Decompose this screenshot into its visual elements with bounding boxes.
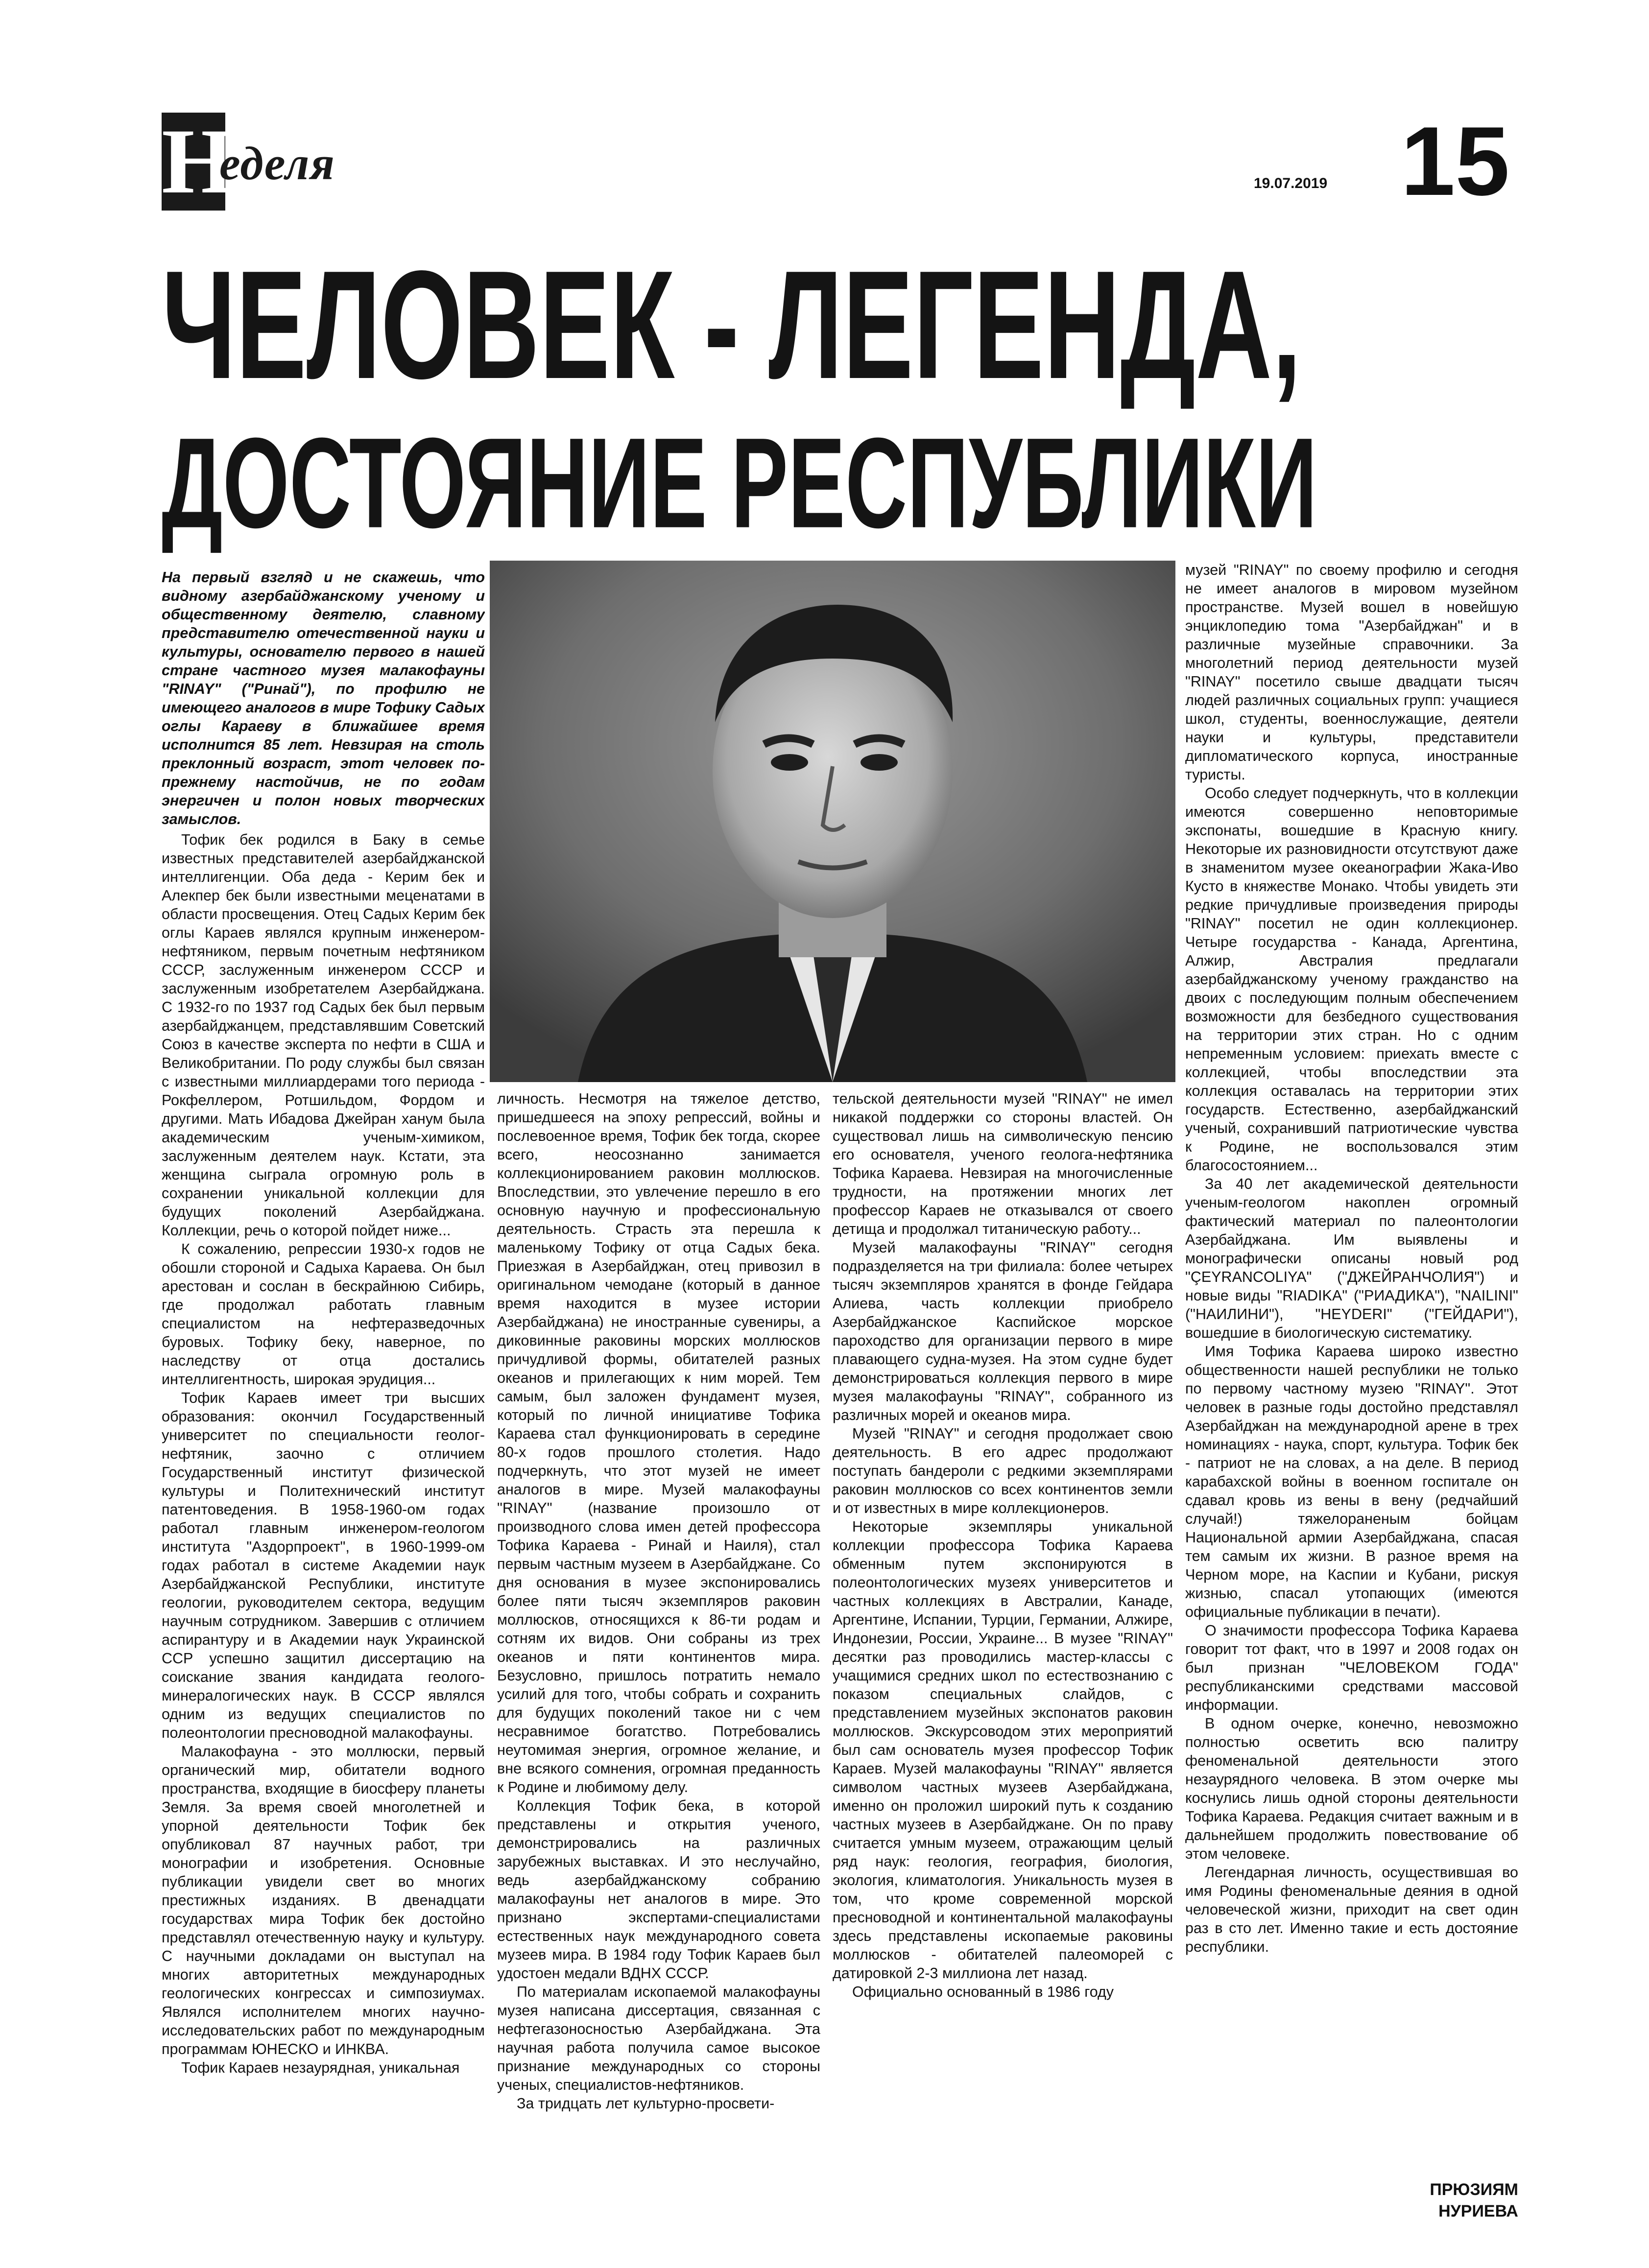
paragraph: музей "RINAY" по своему профилю и сегодня не имеет аналогов в мировом музейном пространстве. Музей вошел в новейшую энциклопедию тома "Азербайджан" и в различные музейные справочники. За многолетний период деятельности музей "RINAY" посетило свыше двадцати тысяч людей различных социальных групп: учащиеся школ, студенты, военнослужащие, деятели науки и культуры, представители дипломатического корпуса, иностранные туристы. — [1185, 562, 1518, 783]
signature-line2: НУРИЕВА — [1438, 2202, 1518, 2221]
masthead-letter: Н — [162, 110, 234, 213]
headline-line1: ЧЕЛОВЕК - ЛЕГЕНДА, — [162, 238, 1302, 411]
paragraph: Музей "RINAY" и сегодня продолжает свою деятельность. В его адрес продолжают поступать бандероли с редкими экземплярами раковин моллюсков со всех континентов земли и от известных в мире коллекционеров. — [833, 1425, 1173, 1516]
paragraph: За 40 лет академической деятельности ученым-геологом накоплен огромный фактический материал по палеонтологии Азербайджана. Им выявлены и монографически описаны новый род "ÇEYRANCOLIYA" ("ДЖЕЙРАНЧОЛИЯ") и новые виды "RIADIKA" ("РИАДИКА"), "NAILINI" ("НАИЛИНИ"), "HEYDERI" ("ГЕЙДАРИ"), вошедшие в биологическую систематику. — [1185, 1176, 1518, 1341]
paragraph: За тридцать лет культурно-просвети- — [517, 2095, 775, 2112]
page-number: 15 — [1401, 107, 1510, 216]
paragraph: Некоторые экземпляры уникальной коллекции профессора Тофика Караева обменным путем экспонируются в полеонтологических музеях университетов и частных коллекциях в Австралии, Канаде, Аргентине, Испании, Турции, Германии, Алжире, Индонезии, России, Украине... В музее "RINAY" десятки раз проводились мастер-классы с учащимися средних школ по естествознанию с показом специальных слайдов, с представлением музейных экспонатов раковин моллюсков. Экскурсоводом этих мероприятий был сам основатель музея профессор Тофик Караев. Музей малакофауны "RINAY" является символом частных музеев Азербайджана, именно он проложил широкий путь к созданию частных музеев в Азербайджане. Он по праву считается умным музеем, отражающим целый ряд наук: геология, география, биология, экология, климатология. Уникальность музея в том, что кроме современной морской пресноводной и континентальной малакофауны здесь представлены ископаемые раковины моллюсков - обитателей палеоморей с датировкой 2-3 миллиона лет назад. — [833, 1518, 1173, 1982]
portrait-illustration — [490, 561, 1175, 1082]
paragraph: Легендарная личность, осуществившая во имя Родины феноменальные деяния в одной человеческой жизни, приходит на свет один раз в сто лет. Именно такие и есть достояние республики. — [1185, 1864, 1518, 1955]
author-signature — [1362, 2179, 1518, 2222]
paragraph: О значимости профессора Тофика Караева говорит тот факт, что в 1997 и 2008 годах он был признан "ЧЕЛОВЕКОМ ГОДА" республиканскими средствами массовой информации. — [1185, 1622, 1518, 1713]
paragraph: Тофик бек родился в Баку в семье известных представителей азербайджанской интеллигенции. Оба деда - Керим бек и Алекпер бек были известными меценатами в области просвещения. Отец Садых Керим бек оглы Караев являлся крупным инженером-нефтяником, первым почетным нефтяником СССР, заслуженным инженером СССР и заслуженным изобретателем Азербайджана. С 1932-го по 1937 год Садых бек был первым азербайджанцем, представлявшим Советский Союз в качестве эксперта по нефти в США и Великобритании. По роду службы был связан с известными миллиардерами того периода - Рокфеллером, Ротшильдом, Фордом и другими. Мать Ибадова Джейран ханум была академическим ученым-химиком, заслуженным деятелем наук. Кстати, эта женщина сыграла огромную роль в сохранении уникальной коллекции для будущих поколений Азербайджана. Коллекции, речь о которой пойдет ниже... — [162, 831, 485, 1239]
signature-line1: ПРЮЗИЯМ — [1430, 2180, 1518, 2199]
portrait-photo — [490, 561, 1175, 1082]
article-lead: На первый взгляд и не скажешь, что видному азербайджанскому ученому и общественному деятелю, славному представителю отечественной науки и культуры, основателю первого в нашей стране частного музея малакофауны "RINAY" ("Ринай"), по профилю не имеющего аналогов в мире Тофику Садых оглы Караеву в ближайшее время исполнится 85 лет. Невзирая на столь преклонный возраст, этот человек по-прежнему настойчив, не по годам энергичен и полон новых творческих замыслов. — [162, 569, 485, 827]
article-column-4 — [1185, 561, 1518, 2172]
paragraph: Особо следует подчеркнуть, что в коллекции имеются совершенно неповторимые экспонаты, вошедшие в Красную книгу. Некоторые их разновидности отсутствуют даже в знаменитом музее океанографии Жака-Иво Кусто в княжестве Монако. Чтобы увидеть эти редкие причудливые произведения природы "RINAY" посетил не один коллекционер. Четыре государства - Канада, Аргентина, Алжир, Австралия предлагали азербайджанскому ученому гражданство на двоих с последующим полным обеспечением возможности для безбедного существования на территории этих стран. Но с одним непременным условием: приехать вместе с коллекцией, чтобы впоследствии эта коллекция оставалась на территории этих государств. Естественно, азербайджанский ученый, сохранивший патриотические чувства к Родине, не воспользовался этим благосостоянием... — [1185, 785, 1518, 1174]
paragraph: К сожалению, репрессии 1930-х годов не обошли стороной и Садыха Караева. Он был арестован и сослан в бескрайнюю Сибирь, где продолжал работать главным специалистом на нефтеразведочных буровых. Тофику беку, наверное, по наследству от отца достались интеллигентность, широкая эрудиция... — [162, 1241, 485, 1388]
paragraph: Тофик Караев незаурядная, уникальная — [181, 2059, 460, 2076]
paragraph: Официально основанный в 1986 году — [852, 1984, 1114, 2000]
paragraph: В одном очерке, конечно, невозможно полностью осветить всю палитру феноменальной деятельности этого незаурядного человека. В этом очерке мы коснулись лишь одной стороны деятельности Тофика Караева. Редакция считает важным и в дальнейшем продолжить повествование об этом человеке. — [1185, 1715, 1518, 1862]
masthead-title: еделя — [219, 137, 335, 189]
article-column-3 — [833, 1089, 1173, 2206]
headline-line2: ДОСТОЯНИЕ РЕСПУБЛИКИ — [162, 411, 1317, 555]
paragraph: Малакофауна - это моллюски, первый органический мир, обитатели водного пространства, входящие в биосферу планеты Земля. За время своей многолетней и упорной деятельности Тофик бек опубликовал 87 научных работ, три монографии и изобретения. Основные публикации увидели свет во многих престижных изданиях. В двенадцати государствах мира Тофик бек достойно представлял отечественную науку и культуру. С научными докладами он выступал на многих авторитетных международных геологических конгрессах и симпозиумах. Являлся исполнителем многих научно-исследовательских работ по международным программам ЮНЕСКО и ИНКВА. — [162, 1743, 485, 2057]
paragraph: тельской деятельности музей "RINAY" не имел никакой поддержки со стороны властей. Он существовал лишь на символическую пенсию его основателя, ученого геолога-нефтяника Тофика Караева. Невзирая на многочисленные трудности, на протяжении многих лет профессор Караев не отказывался от своего детища и продолжал титаническую работу... — [833, 1090, 1173, 1237]
paragraph: По материалам ископаемой малакофауны музея написана диссертация, связанная с нефтегазоносностью Азербайджана. Эта научная работа получила самое высокое признание международных со стороны ученых, специалистов-нефтяников. — [497, 1984, 820, 2093]
issue-date: 19.07.2019 — [1254, 175, 1328, 191]
article-column-2 — [497, 1089, 820, 2206]
paragraph: Имя Тофика Караева широко известно общественности нашей республики не только по первому частному музею "RINAY". Этот человек в разные годы достойно представлял Азербайджан на международной арене в трех номинациях - наука, спорт, культура. Тофик бек - патриот не на словах, а на деле. В период карабахской войны в военном госпитале он сдавал кровь из вены в вену (редчайший случай!) тяжелораненым бойцам Национальной армии Азербайджана, спасая тем самым их жизни. В разное время на Черном море, на Каспии и Кубани, рискуя жизнью, спасал утопающих (имеются официальные публикации в печати). — [1185, 1343, 1518, 1620]
paragraph: личность. Несмотря на тяжелое детство, пришедшееся на эпоху репрессий, войны и послевоенное время, Тофик бек тогда, скорее всего, неосознанно занимается коллекционированием раковин моллюсков. Впоследствии, это увлечение перешло в его основную научную и профессиональную деятельность. Страсть эта перешла к маленькому Тофику от отца Садых бека. Приезжая в Азербайджан, отец привозил в оригинальном чемодане (который в данное время находится в музее истории Азербайджана) не иностранные сувениры, а диковинные раковины морских моллюсков причудливой формы, обитателей разных океанов и прилегающих к ним морей. Тем самым, был заложен фундамент музея, который по личной инициативе Тофика Караева стал функционировать в середине 80-х годов прошлого столетия. Надо подчеркнуть, что этот музей не имеет аналогов в мире. Музей малакофауны "RINAY" (название произошло от производного слова имен детей профессора Тофика Караева - Ринай и Наиля), стал первым частным музеем в Азербайджане. Со дня основания в музее экспонировались более пяти тысяч экземпляров раковин моллюсков, относящихся к 86-ти родам и сотням их видов. Они собраны из трех океанов и пяти континентов мира. Безусловно, пришлось потратить немало усилий для того, чтобы собрать и сохранить для будущих поколений такое ни с чем несравнимое богатство. Потребовались неутомимая энергия, огромное желание, и вне всякого сомнения, огромная преданность к Родине и любимому делу. — [497, 1090, 820, 1796]
paragraph: Коллекция Тофик бека, в которой представлены и открытия ученого, демонстрировались на различных зарубежных выставках. И это неслучайно, ведь азербайджанскому собранию малакофауны нет аналогов в мире. Это признано экспертами-специалистами естественных наук международного совета музеев мира. В 1984 году Тофик Караев был удостоен медали ВДНХ СССР. — [497, 1797, 820, 1982]
article-column-1 — [162, 568, 485, 2198]
masthead-logo — [162, 110, 372, 213]
paragraph: Тофик Караев имеет три высших образования: окончил Государственный университет по специальности геолог-нефтяник, заочно с отличием Государственный институт физической культуры и Политехнический институт патентоведения. В 1958-1960-ом годах работал главным инженером-геологом института "Аздорпроект", в 1960-1999-ом годах работал в системе Академии наук Азербайджанской Республики, институте геологии, руководителем сектора, ведущим научным сотрудником. Завершив с отличием аспирантуру и в Академии наук Украинской ССР успешно защитил диссертацию на соискание звания кандидата геолого-минералогических наук. В СССР являлся одним из ведущих специалистов по полеонтологии пресноводной малакофауны. — [162, 1390, 485, 1741]
paragraph: Музей малакофауны "RINAY" сегодня подразделяется на три филиала: более четырех тысяч экземпляров хранятся в фонде Гейдара Алиева, часть коллекции приобрело Азербайджанское Каспийское морское пароходство для организации первого в мире плавающего судна-музея. На этом судне будет демонстрироваться коллекция первого в мире музея малакофауны "RINAY", собранного из различных морей и океанов мира. — [833, 1239, 1173, 1423]
